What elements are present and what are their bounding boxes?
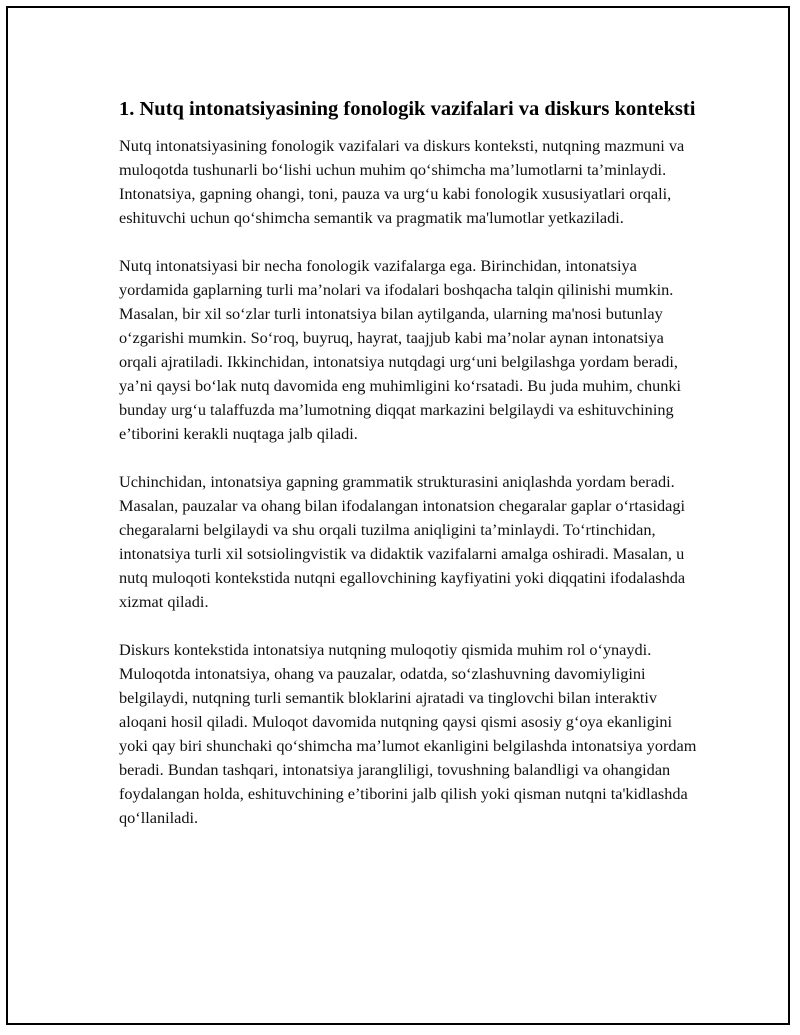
paragraph-discourse: Diskurs kontekstida intonatsiya nutqning muloqotiy qismida muhim rol o‘ynaydi. Muloqotda intonatsiya, ohang va pauzalar, odatda, so‘zlashuvning davomiyligini belgilaydi, nutqning turli semantik bloklarini ajratadi va tinglovchi bilan interaktiv aloqani hosil qiladi. Muloqot davomida nutqning qaysi qismi asosiy g‘oya ekanligini yoki qay biri shunchaki qo‘shimcha ma’lumot ekanligini belgilashda intonatsiya yordam beradi. Bundan tashqari, intonatsiya jarangliligi, tovushning balandligi va ohangidan foydalangan holda, eshituvchining e’tiborini jalb qilish yoki qisman nutqni ta'kidlashda qo‘llaniladi. [119, 640, 697, 827]
paragraph-grammar: Uchinchidan, intonatsiya gapning grammatik strukturasini aniqlashda yordam beradi. Masalan, pauzalar va ohang bilan ifodalangan intonatsion chegaralar gaplar o‘rtasidagi chegaralarni belgilaydi va shu orqali tuzilma aniqligini ta’minlaydi. To‘rtinchidan, intonatsiya turli xil sotsiolingvistik va didaktik vazifalarni amalga oshiradi. Masalan, u nutq muloqoti kontekstida nutqni egallovchining kayfiyatini yoki diqqatini ifodalashda xizmat qiladi. [119, 472, 686, 611]
document-content [119, 96, 697, 854]
section-heading: 1. Nutq intonatsiyasining fonologik vazifalari va diskurs konteksti [119, 98, 696, 120]
paragraph-functions: Nutq intonatsiyasi bir necha fonologik vazifalarga ega. Birinchidan, intonatsiya yordamida gaplarning turli ma’nolari va ifodalari boshqacha talqin qilinishi mumkin. Masalan, bir xil so‘zlar turli intonatsiya bilan aytilganda, ularning ma'nosi butunlay o‘zgarishi mumkin. So‘roq, buyruq, hayrat, taajjub kabi ma’nolar aynan intonatsiya orqali ajratiladi. Ikkinchidan, intonatsiya nutqdagi urg‘uni belgilashga yordam beradi, ya’ni qaysi bo‘lak nutq davomida eng muhimligini ko‘rsatadi. Bu juda muhim, chunki bunday urg‘u talaffuzda ma’lumotning diqqat markazini belgilaydi va eshituvchining e’tiborini kerakli nuqtaga jalb qiladi. [119, 256, 682, 443]
document-page [6, 6, 790, 1025]
paragraph-intro: Nutq intonatsiyasining fonologik vazifalari va diskurs konteksti, nutqning mazmuni va muloqotda tushunarli bo‘lishi uchun muhim qo‘shimcha ma’lumotlarni ta’minlaydi. Intonatsiya, gapning ohangi, toni, pauza va urg‘u kabi fonologik xususiyatlari orqali, eshituvchi uchun qo‘shimcha semantik va pragmatik ma'lumotlar yetkaziladi. [119, 136, 685, 227]
